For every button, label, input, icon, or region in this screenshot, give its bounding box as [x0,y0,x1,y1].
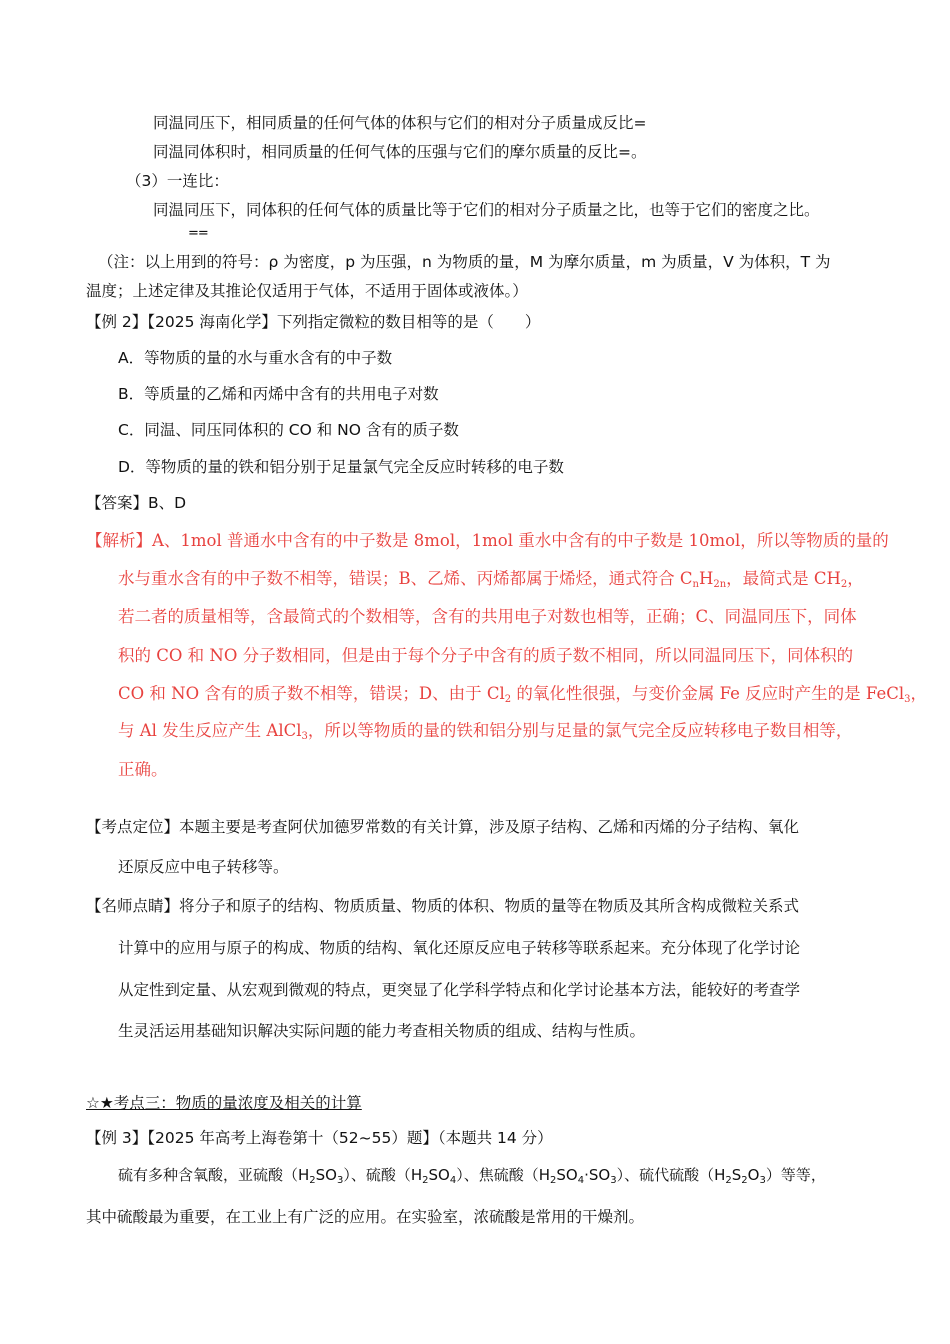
expert-tip-line-2: 计算中的应用与原子的构成、物质的结构、氧化还原反应电子转移等联系起来。充分体现了化学讨论 [118,939,801,957]
example-3-title: 【例 3】【2025 年高考上海卷第十（52~55）题】（本题共 14 分） [86,1129,553,1147]
key-point-line-1: 【考点定位】本题主要是考查阿伏加德罗常数的有关计算，涉及原子结构、乙烯和丙烯的分子结构、氧化 [86,818,800,836]
key-point-line-2: 还原反应中电子转移等。 [118,858,289,876]
law-heading-3: （3）一连比： [126,172,229,190]
example-3-paragraph-line-2: 其中硫酸最为重要，在工业上有广泛的应用。在实验室，浓硫酸是常用的干燥剂。 [86,1208,645,1226]
expert-tip-line-4: 生灵活运用基础知识解决实际问题的能力考查相关物质的组成、结构与性质。 [118,1022,646,1040]
section-3-heading: ☆★考点三：物质的量浓度及相关的计算 [86,1094,362,1112]
option-a: A．等物质的量的水与重水含有的中子数 [118,349,393,367]
note-line-2: 温度；上述定律及其推论仅适用于气体，不适用于固体或液体。） [86,282,528,300]
analysis-line-6: 与 Al 发生反应产生 AlCl$_3$，所以等物质的量的铁和铝分别与足量的氯气完全反应转移电子数目相等， [118,721,853,742]
analysis-line-2: 水与重水含有的中子数不相等，错误；B、乙烯、丙烯都属于烯烃，通式符合 $C_nH_{2n}$，最简式是 $CH_2$， [118,569,864,590]
option-c: C．同温、同压同体积的 CO 和 NO 含有的质子数 [118,421,459,439]
analysis-line-1: 【解析】A、1mol 普通水中含有的中子数是 8mol，1mol 重水中含有的中子数是 10mol，所以等物质的量的 [86,531,889,550]
example-3-paragraph-line-1: 硫有多种含氧酸，亚硫酸$(H_2SO_3)$、硫酸$(H_2SO_4)$、焦硫酸$(H_2SO_4\cdot SO_3)$、硫代硫酸$(H_2S_2O_3)$等等， [118,1166,826,1186]
note-line-1: （注：以上用到的符号：ρ 为密度，p 为压强，n 为物质的量，M 为摩尔质量，m 为质量，V 为体积，T 为 [98,253,831,271]
analysis-line-3: 若二者的质量相等，含最简式的个数相等，含有的共用电子对数也相等，正确；C、同温同压下，同体 [118,607,857,626]
expert-tip-line-3: 从定性到定量、从宏观到微观的特点，更突显了化学科学特点和化学讨论基本方法，能较好的考查学 [118,981,801,999]
law-line-4: 同温同压下，同体积的任何气体的质量比等于它们的相对分子质量之比，也等于它们的密度之比。 [153,201,820,219]
option-b: B．等质量的乙烯和丙烯中含有的共用电子对数 [118,385,439,403]
equation-placeholder: == [188,226,208,241]
answer: 【答案】B、D [86,494,187,512]
analysis-line-4: 积的 CO 和 NO 分子数相同，但是由于每个分子中含有的质子数不相同，所以同温同压下，同体积的 [118,646,854,665]
option-d: D．等物质的量的铁和铝分别于足量氯气完全反应时转移的电子数 [118,458,564,476]
law-line-1: 同温同压下，相同质量的任何气体的体积与它们的相对分子质量成反比= [153,114,647,132]
analysis-line-7: 正确。 [118,760,168,779]
law-line-2: 同温同体积时，相同质量的任何气体的压强与它们的摩尔质量的反比=。 [153,143,647,161]
expert-tip-line-1: 【名师点睛】将分子和原子的结构、物质质量、物质的体积、物质的量等在物质及其所含构成微粒关系式 [86,897,800,915]
analysis-line-5: CO 和 NO 含有的质子数不相等，错误；D、由于 $Cl_2$ 的氧化性很强，与变价金属 Fe 反应时产生的是 FeCl$_3$， [118,684,927,705]
example-2-title: 【例 2】【2025 海南化学】下列指定微粒的数目相等的是（ ） [86,313,541,331]
